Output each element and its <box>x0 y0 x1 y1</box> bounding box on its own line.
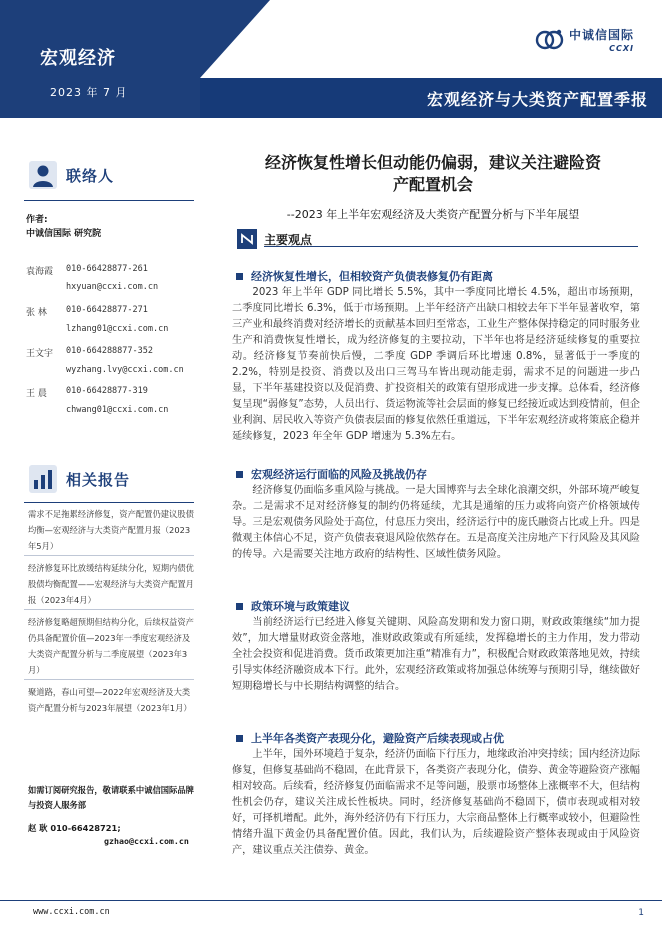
section-title: 经济恢复性增长，但相较资产负债表修复仍有距离 <box>251 270 493 283</box>
contacts-label: 联络人 <box>66 166 115 185</box>
key-points-divider <box>264 246 638 247</box>
contact-tel: 010-664288877-352 <box>66 346 153 356</box>
square-bullet-icon <box>236 735 243 742</box>
report-category: 宏观经济 <box>40 48 116 69</box>
page-title <box>220 152 646 196</box>
contact-email[interactable]: lzhang01@ccxi.com.cn <box>66 324 169 334</box>
section-heading <box>236 730 504 746</box>
contact-name: 袁海霞 <box>26 267 54 277</box>
section-body: 经济修复仍面临多重风险与挑战。一是大国博弈与去全球化浪潮交织，外部环境严峻复杂。二是需求不足对经济修复的制约仍将延续，尤其是通缩的压力或将向资产价格领域传导。三是宏观债务风险处于高位，付息压力突出，经济运行中的庞氏融资占比或上升。四是微观主体信心不足，资产负债表衰退风险依然存在。五是高度关注房地产下行风险及其风险的传导。六是需要关注地方政府的结构性、区域性债务风险。 <box>232 485 640 560</box>
page-title-line: 产配置机会 <box>392 175 473 194</box>
section-heading <box>236 466 427 482</box>
related-label: 相关报告 <box>66 470 131 489</box>
contact-name: 王 晨 <box>26 389 47 399</box>
report-series: 宏观经济与大类资产配置季报 <box>426 90 648 109</box>
footer-divider <box>0 900 662 901</box>
footer-url[interactable]: www.ccxi.com.cn <box>33 907 110 917</box>
related-report-item[interactable]: 经济修复略超预期但结构分化，后续权益资产仍具备配置价值—2023年一季度宏观经济及大类资产配置分析与二季度展望（2023年3月） <box>28 617 194 675</box>
page-subtitle: --2023 年上半年宏观经济及大类资产配置分析与下半年展望 <box>286 208 580 221</box>
page-number: 1 <box>638 908 644 918</box>
bar-chart-icon <box>28 464 58 494</box>
section-title: 政策环境与政策建议 <box>251 600 350 613</box>
subscription-note: 如需订阅研究报告，敬请联系中诚信国际品牌与投资人服务部 <box>28 785 194 810</box>
contact-email[interactable]: wyzhang.lvy@ccxi.com.cn <box>66 365 184 375</box>
related-separator <box>24 609 194 610</box>
contact-email[interactable]: hxyuan@ccxi.com.cn <box>66 282 159 292</box>
section-heading <box>236 268 493 284</box>
section-heading <box>236 598 350 614</box>
contact-name: 张 林 <box>26 308 47 318</box>
square-bullet-icon <box>236 273 243 280</box>
subscription-contact: 赵 耿 010-66428721; <box>28 823 121 833</box>
contacts-divider <box>24 200 194 201</box>
author-value: 中诚信国际 研究院 <box>26 229 102 239</box>
contact-person-icon <box>28 160 58 190</box>
related-report-item[interactable]: 需求不足拖累经济修复，资产配置仍建议股债均衡—宏观经济与大类资产配置月报（2023年5月） <box>28 509 194 551</box>
ccxi-logo-icon <box>535 27 565 53</box>
related-divider <box>24 502 194 503</box>
related-report-item[interactable]: 聚道路，春山可望—2022年宏观经济及大类资产配置分析与2023年展望（2023年1月） <box>28 687 192 713</box>
logo-english: CCXI <box>609 44 634 53</box>
related-heading <box>28 464 130 494</box>
section-title: 上半年各类资产表现分化，避险资产后续表现或占优 <box>251 732 504 745</box>
author-key: 作者: <box>26 215 48 225</box>
related-separator <box>24 555 194 556</box>
related-report-item[interactable]: 经济修复环比放缓结构延续分化，短期内债优股债均衡配置——宏观经济与大类资产配置月报（2023年4月） <box>28 563 194 605</box>
section-body: 上半年，国外环境趋于复杂，经济仍面临下行压力，地缘政治冲突持续；国内经济边际修复，但修复基础尚不稳固，在此背景下，各类资产表现分化，债券、黄金等避险资产涨幅相对较高。后续看，经济修复仍面临需求不足等问题，股票市场整体上涨概率不大，但结构性机会仍存，建议关注成长性板块。同时，经济修复基础尚不稳固下，债市表现或相对较好，可择机增配。此外，海外经济仍有下行压力，大宗商品整体上行概率或较小，但避险性情绪升温下黄金仍具备配置价值。因此，我们认为，后续避险资产整体表现或由于风险资产，建议重点关注债券、黄金。 <box>232 749 640 856</box>
key-points-label: 主要观点 <box>264 232 313 247</box>
contact-tel: 010-66428877-261 <box>66 264 148 274</box>
page-title-line: 经济恢复性增长但动能仍偏弱，建议关注避险资 <box>264 153 601 172</box>
logo-chinese: 中诚信国际 <box>568 28 634 42</box>
square-bullet-icon <box>236 603 243 610</box>
ccxi-logo <box>535 26 634 53</box>
square-bullet-icon <box>236 471 243 478</box>
contacts-heading <box>28 160 114 190</box>
contact-name: 王文宇 <box>26 349 54 359</box>
section-title: 宏观经济运行面临的风险及挑战仍存 <box>251 468 427 481</box>
subscription-email[interactable]: gzhao@ccxi.com.cn <box>104 836 189 846</box>
section-body: 2023 年上半年 GDP 同比增长 5.5%，其中一季度同比增长 4.5%，超出市场预期，二季度同比增长 6.3%，低于市场预期。上半年经济产出缺口相较去年下半年显著收窄，第三产业和最终消费对经济增长的贡献基本回归至常态，工业生产整体保持稳定的同时服务业生产和消费恢复性增长，成为经济修复的主要拉动，下半年也将是经济延续修复的重要拉动。经济修复节奏前快后慢，二季度 GDP 季调后环比增速 0.8%，显著低于一季度的 2.2%，特别是投资、消费以及出口三驾马车皆出现动能走弱，需求不足的问题进一步凸显，下半年基建投资以及促消费、扩投资相关的政策有望形成进一步支撑。总体看，经济修复呈现“弱修复”态势，人员出行、货运物流等社会层面的修复已经接近或达到疫情前，但企业利润、居民收入等资产负债表层面的修复依然任重道远，下半年宏观经济或将策底企稳并延续修复，2023 年全年 GDP 增速为 5.3%左右。 <box>232 287 640 442</box>
contact-tel: 010-66428877-319 <box>66 386 148 396</box>
contact-email[interactable]: chwang01@ccxi.com.cn <box>66 405 169 415</box>
document-edit-icon <box>236 228 258 250</box>
section-body: 当前经济运行已经进入修复关键期、风险高发期和发力窗口期，财政政策继续“加力提效”，加大增量财政资金落地，准财政政策或有所延续，发挥稳增长的主力作用，发力带动全社会投资和促进消费。货币政策更加注重“精准有力”，积极配合财政政策落地见效，持续引导实体经济融资成本下行。此外，宏观经济政策或将加强总体统筹与预期引导，继续做好短期稳增长与中长期结构调整的结合。 <box>232 617 640 692</box>
contact-tel: 010-66428877-271 <box>66 305 148 315</box>
related-separator <box>24 679 194 680</box>
report-date: 2023 年 7 月 <box>50 86 128 99</box>
